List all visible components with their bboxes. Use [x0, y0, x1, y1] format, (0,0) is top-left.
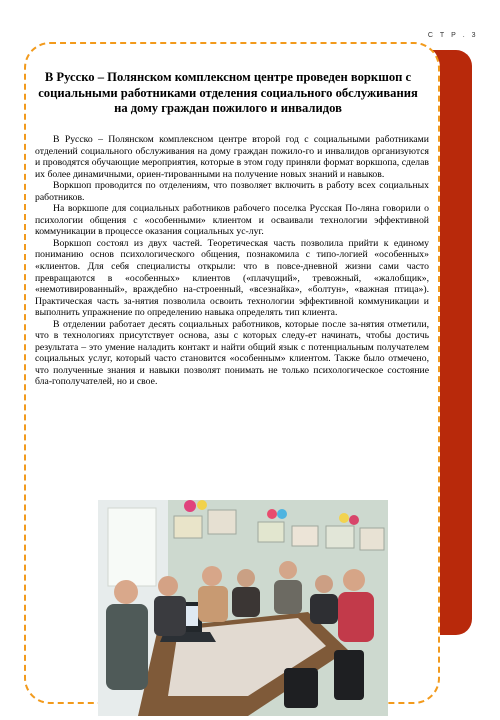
article-title: В Русско – Полянском комплексном центре проведен воркшоп с социальными работниками отделения социального обслуживания на дому граждан пожилого и инвалидов — [38, 70, 418, 115]
group-meeting-photo — [98, 500, 388, 716]
page-number: С Т Р . 3 — [427, 32, 478, 39]
article-body — [35, 134, 429, 388]
paragraph: В Русско – Полянском комплексном центре второй год с социальными работниками отделений социального обслуживания на дому граждан пожило-го и инвалидов организуются и проводятся обучающие мероприятия, которые в этом году приняли формат воркшопа, сделав их более динамичными, ориен-тированными на получение новых знаний и навыков. — [35, 134, 429, 180]
paragraph: В отделении работает десять социальных работников, которые после за-нятия отметили, что в технологиях присутствует основа, азы с которых следу-ет начинать, чтобы достичь результата – это умение наладить контакт и найти общий язык с потенциальным получателем социальных услуг, который часто становится «особенным» клиентом. Также было отмечено, что полученные знания и навыки позволят понимать не только психологическое состояние бла-гополучателей, но и свое. — [35, 318, 429, 388]
paragraph: Воркшоп проводится по отделениям, что позволяет включить в работу всех социальных работников. — [35, 180, 429, 203]
paragraph: Воркшоп состоял из двух частей. Теоретическая часть позволила прийти к единому пониманию основ психологического общения, познакомила с типо-логией «особенных» «клиентов. Для себя специалисты открыли: что в повсе-дневной жизни сами часто превращаются в «особенных» клиентов («плачущий», тревожный, «жалобщик», «немотивированный», враждебно на-строенный, «всезнайка», «болтун», «важная птица»). Практическая часть за-нятия позволила освоить технологии эффективной коммуникации и выполнить упражнение по определению навыка определять тип клиента. — [35, 237, 429, 319]
paragraph: На воркшопе для социальных работников рабочего поселка Русская По-ляна говорили о психологии общения с «особенными» клиентом и осваивали технологии эффективной коммуникации в процессе оказания социальных ус-луг. — [35, 203, 429, 238]
